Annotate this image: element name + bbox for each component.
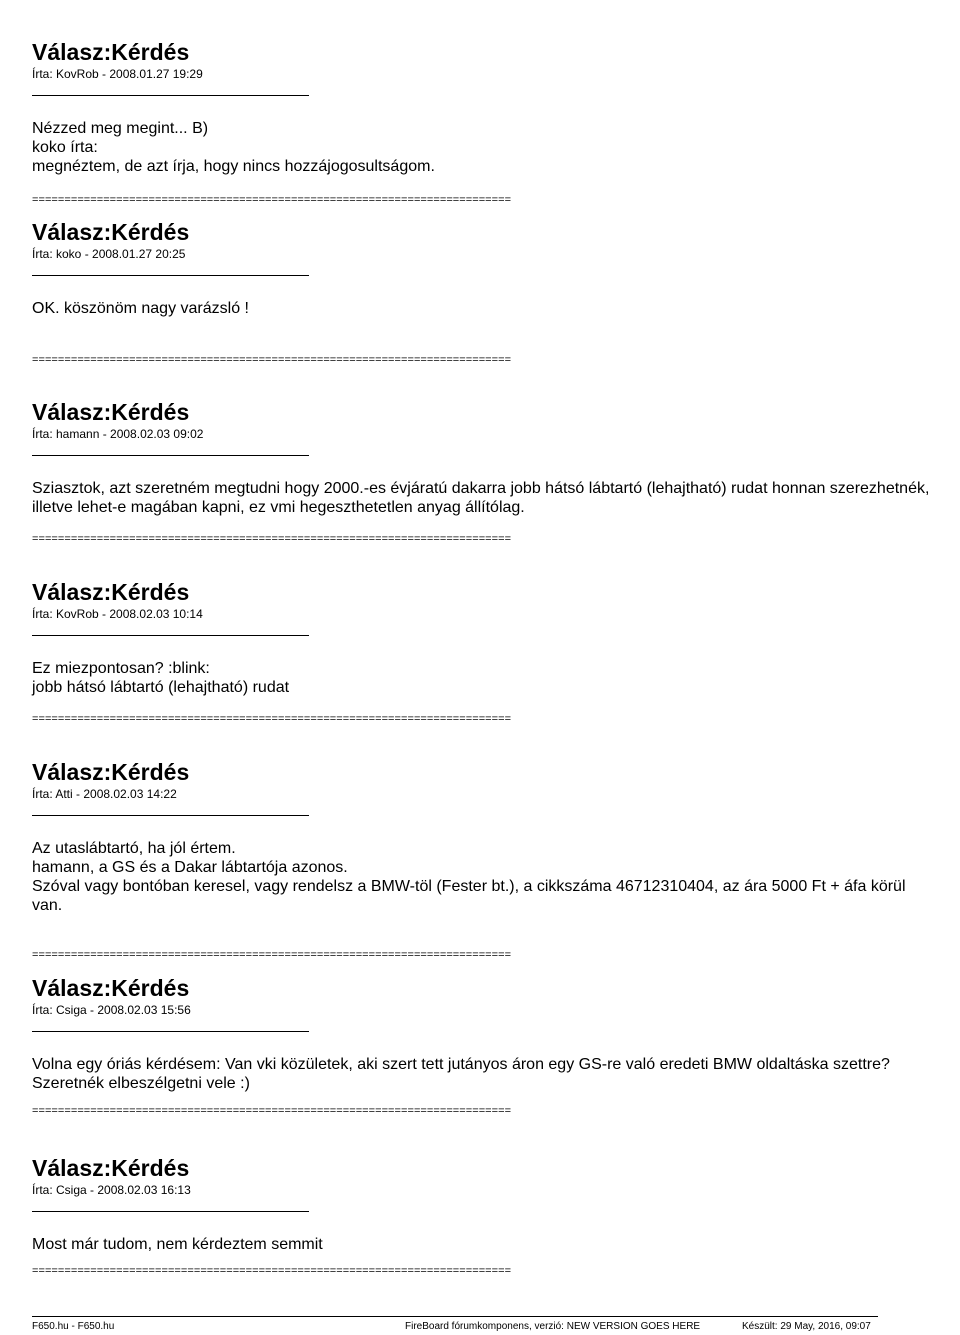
post-line: koko írta: (32, 139, 98, 156)
post-title: Válasz:Kérdés (32, 759, 190, 785)
post-divider (32, 95, 309, 96)
post-author-date: Írta: Csiga - 2008.02.03 16:13 (32, 1183, 191, 1197)
forum-post (32, 579, 932, 759)
post-line: jobb hátsó lábtartó (lehajtható) rudat (32, 679, 290, 696)
post-author-date: Írta: koko - 2008.01.27 20:25 (32, 247, 186, 261)
page-footer (32, 1316, 878, 1331)
post-title: Válasz:Kérdés (32, 39, 190, 65)
post-line: Szóval vagy bontóban keresel, vagy rendelsz a BMW-töl (Fester bt.), a cikkszáma 46712310404, az ára 5000 Ft + áfa körül van. (32, 878, 906, 914)
post-author-date: Írta: hamann - 2008.02.03 09:02 (32, 427, 204, 441)
post-separator: ========================================================================== (32, 533, 512, 545)
post-title: Válasz:Kérdés (32, 1155, 190, 1181)
post-divider (32, 1031, 309, 1032)
post-line: Ez miezpontosan? :blink: (32, 660, 210, 677)
post-line: Sziasztok, azt szeretném megtudni hogy 2000.-es évjáratú dakarra jobb hátsó lábtartó (lehajtható) rudat honnan szerezhetnék, illetve lehet-e magában kapni, ez vmi hegeszthetetlen anyag állítólag. (32, 480, 930, 516)
post-title: Válasz:Kérdés (32, 219, 190, 245)
post-divider (32, 815, 309, 816)
post-line: OK. köszönöm nagy varázsló ! (32, 300, 249, 317)
post-divider (32, 1211, 309, 1212)
forum-post (32, 399, 932, 579)
post-separator: ========================================================================== (32, 1105, 512, 1117)
post-body (32, 119, 932, 176)
post-separator: ========================================================================== (32, 354, 512, 366)
post-author-date: Írta: KovRob - 2008.02.03 10:14 (32, 607, 203, 621)
post-body (32, 1055, 932, 1093)
post-divider (32, 635, 309, 636)
post-author-date: Írta: KovRob - 2008.01.27 19:29 (32, 67, 203, 81)
post-line: megnéztem, de azt írja, hogy nincs hozzájogosultságom. (32, 158, 435, 175)
post-title: Válasz:Kérdés (32, 399, 190, 425)
post-body (32, 1235, 932, 1254)
post-divider (32, 275, 309, 276)
post-body (32, 839, 932, 915)
post-author-date: Írta: Atti - 2008.02.03 14:22 (32, 787, 177, 801)
post-body (32, 479, 932, 517)
footer-site: F650.hu - F650.hu (32, 1321, 115, 1332)
forum-post (32, 975, 932, 1155)
forum-thread (32, 39, 932, 1335)
post-line: Az utaslábtartó, ha jól értem. (32, 840, 236, 857)
post-title: Válasz:Kérdés (32, 579, 190, 605)
footer-created: Készült: 29 May, 2016, 09:07 (742, 1321, 871, 1332)
forum-post (32, 1155, 932, 1335)
post-line: Volna egy óriás kérdésem: Van vki közületek, aki szert tett jutányos áron egy GS-re való eredeti BMW oldaltáska szettre? Szeretnék elbeszélgetni vele :) (32, 1056, 890, 1092)
post-title: Válasz:Kérdés (32, 975, 190, 1001)
forum-post (32, 759, 932, 975)
post-separator: ========================================================================== (32, 194, 512, 206)
post-separator: ========================================================================== (32, 713, 512, 725)
post-line: Most már tudom, nem kérdeztem semmit (32, 1236, 323, 1253)
post-line: Nézzed meg megint... B) (32, 120, 209, 137)
post-body (32, 659, 932, 697)
post-body (32, 299, 932, 318)
post-author-date: Írta: Csiga - 2008.02.03 15:56 (32, 1003, 191, 1017)
post-separator: ========================================================================== (32, 1265, 512, 1277)
footer-generator: FireBoard fórumkomponens, verzió: NEW VERSION GOES HERE (405, 1321, 701, 1332)
post-separator: ========================================================================== (32, 949, 512, 961)
post-divider (32, 455, 309, 456)
post-line: hamann, a GS és a Dakar lábtartója azonos. (32, 859, 348, 876)
forum-post (32, 39, 932, 219)
forum-post (32, 219, 932, 399)
